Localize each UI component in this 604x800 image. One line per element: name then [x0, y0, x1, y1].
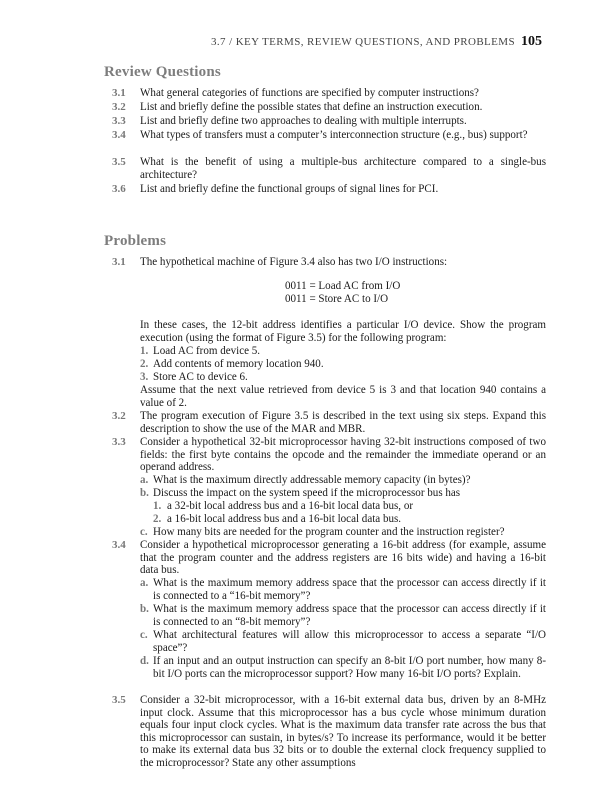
question-number: 3.6 — [112, 183, 126, 195]
sub-text: How many bits are needed for the program counter and the instruction register? — [153, 526, 505, 538]
running-head — [211, 34, 542, 50]
question-number: 3.1 — [112, 87, 126, 99]
problems-title: Problems — [104, 233, 167, 249]
sub-label: b. — [140, 603, 149, 615]
review-question — [112, 101, 546, 114]
instruction-line: 0011 = Load AC from I/O — [285, 280, 401, 292]
problem-text: The hypothetical machine of Figure 3.4 also has two I/O instructions: — [140, 256, 448, 268]
program-step — [140, 345, 546, 358]
question-text: List and briefly define two approaches to dealing with multiple interrupts. — [140, 115, 467, 127]
step-label: 1. — [140, 345, 149, 357]
question-text: List and briefly define the functional groups of signal lines for PCI. — [140, 183, 439, 195]
problem-number: 3.5 — [112, 694, 126, 706]
sub-label: a. — [140, 577, 149, 589]
question-number: 3.4 — [112, 129, 126, 141]
page-number: 105 — [521, 34, 542, 49]
sub-question — [140, 474, 546, 487]
review-questions-title: Review Questions — [104, 64, 221, 80]
problem-text: Consider a 32-bit microprocessor, with a 16-bit external data bus, driven by an 8-MHz input clock. Assume that this microprocessor has a bus cycle whose minimum duration equals four input clock cycles. What is the maximum data transfer rate across the bus that this microprocessor can sustain, in bytes/s? To increase its performance, would it be better to make its external data bus 32 bits or to double the external clock frequency supplied to the microprocessor? State any other assumptions — [140, 694, 546, 769]
review-question — [112, 183, 546, 196]
sub-label: 2. — [153, 513, 162, 525]
question-text: What types of transfers must a computer’s interconnection structure (e.g., bus) support? — [140, 129, 528, 141]
sub-text: Discuss the impact on the system speed if the microprocessor bus has — [153, 487, 461, 499]
problem-number: 3.1 — [112, 256, 126, 268]
program-step — [140, 358, 546, 371]
problem-paragraph: In these cases, the 12-bit address identifies a particular I/O device. Show the program execution (using the format of Figure 3.5) for the following program: — [140, 319, 546, 344]
sub-question — [140, 577, 546, 602]
problem-number: 3.2 — [112, 410, 126, 422]
instruction-line: 0011 = Store AC to I/O — [285, 293, 389, 305]
review-question — [112, 115, 546, 128]
sub-text: What is the maximum memory address space that the processor can access directly if it is connected to an “8-bit memory”? — [153, 603, 546, 628]
step-text: Store AC to device 6. — [153, 371, 248, 383]
question-text: List and briefly define the possible states that define an instruction execution. — [140, 101, 483, 113]
step-text: Add contents of memory location 940. — [153, 358, 324, 370]
sub-question — [140, 655, 546, 680]
step-label: 3. — [140, 371, 149, 383]
problem-3-3 — [112, 436, 546, 474]
question-text: What is the benefit of using a multiple-bus architecture compared to a single-bus architecture? — [140, 156, 546, 181]
problem-number: 3.4 — [112, 539, 126, 551]
sub-label: b. — [140, 487, 149, 499]
sub-text: What architectural features will allow this microprocessor to access a separate “I/O space”? — [153, 629, 546, 654]
problem-paragraph: Assume that the next value retrieved from device 5 is 3 and that location 940 contains a value of 2. — [140, 384, 546, 409]
sub-label: d. — [140, 655, 149, 667]
sub-sub-item — [153, 500, 546, 513]
problem-3-1 — [112, 256, 546, 269]
problem-3-5 — [112, 694, 546, 770]
problem-text: Consider a hypothetical microprocessor generating a 16-bit address (for example, assume that the program counter and the address registers are 16 bits wide) and having a 16-bit data bus. — [140, 539, 546, 577]
sub-text: What is the maximum directly addressable memory capacity (in bytes)? — [153, 474, 471, 486]
running-head-text: 3.7 / KEY TERMS, REVIEW QUESTIONS, AND PROBLEMS — [210, 36, 515, 48]
question-text: What general categories of functions are specified by computer instructions? — [140, 87, 479, 99]
review-question — [112, 129, 546, 142]
problem-3-4 — [112, 539, 546, 577]
review-question — [112, 156, 546, 181]
sub-text: a 16-bit local address bus and a 16-bit local data bus. — [167, 513, 402, 525]
question-number: 3.2 — [112, 101, 126, 113]
sub-label: 1. — [153, 500, 162, 512]
sub-label: c. — [140, 629, 148, 641]
sub-question — [140, 487, 546, 500]
sub-text: What is the maximum memory address space that the processor can access directly if it is connected to a “16-bit memory”? — [153, 577, 546, 602]
review-question — [112, 87, 546, 100]
sub-question — [140, 603, 546, 628]
sub-label: a. — [140, 474, 149, 486]
sub-sub-item — [153, 513, 546, 526]
sub-question — [140, 629, 546, 654]
program-step — [140, 371, 546, 384]
step-label: 2. — [140, 358, 149, 370]
question-number: 3.5 — [112, 156, 126, 168]
problem-text: Consider a hypothetical 32-bit microprocessor having 32-bit instructions composed of two fields: the first byte contains the opcode and the remainder the immediate operand or an operand address. — [140, 436, 546, 474]
step-text: Load AC from device 5. — [153, 345, 261, 357]
problem-number: 3.3 — [112, 436, 126, 448]
sub-question — [140, 526, 546, 539]
sub-label: c. — [140, 526, 148, 538]
sub-text: a 32-bit local address bus and a 16-bit local data bus, or — [167, 500, 414, 512]
sub-text: If an input and an output instruction can specify an 8-bit I/O port number, how many 8-bit I/O ports can the microprocessor support? How many 16-bit I/O ports? Explain. — [153, 655, 546, 680]
question-number: 3.3 — [112, 115, 126, 127]
problem-text: The program execution of Figure 3.5 is described in the text using six steps. Expand this description to show the use of the MAR and MBR. — [140, 410, 546, 435]
problem-3-2 — [112, 410, 546, 435]
